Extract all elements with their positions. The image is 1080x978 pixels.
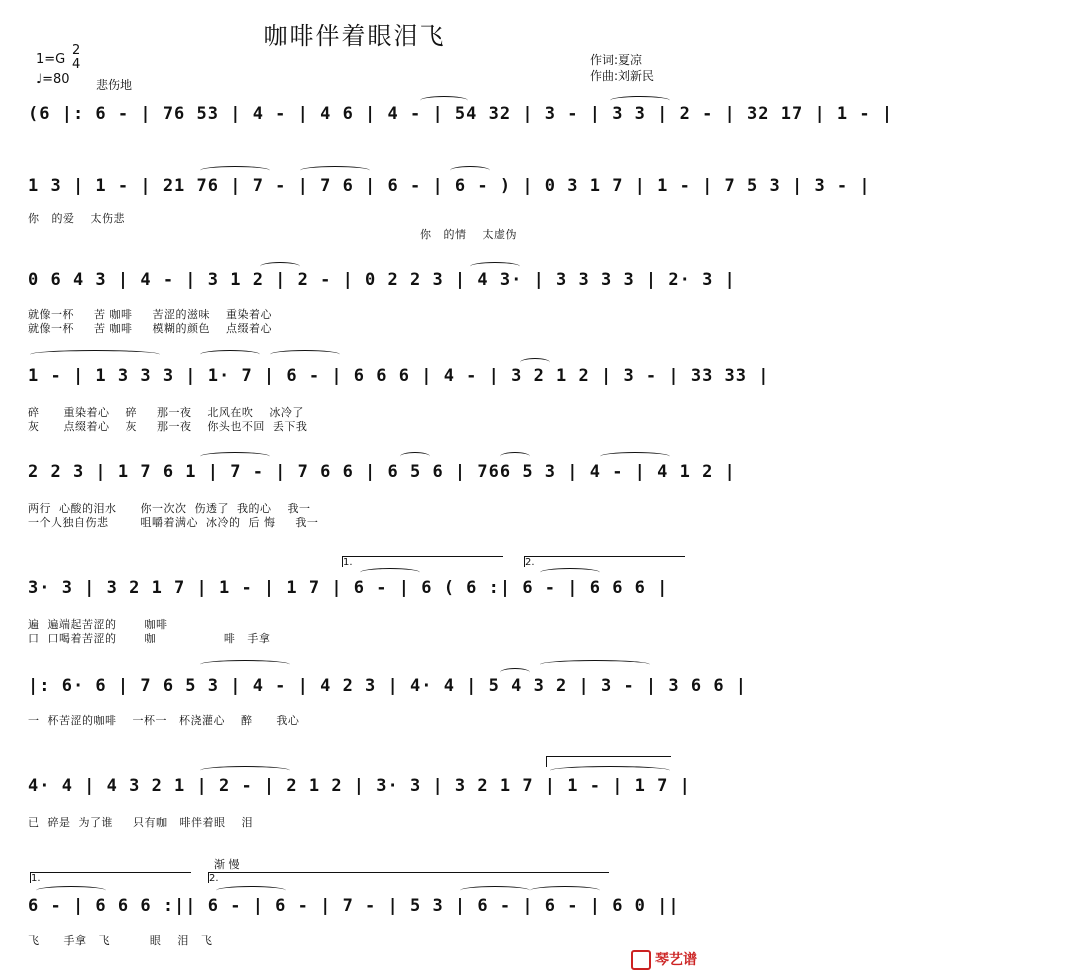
notation-line-2: 1 3 | 1 - | 21 76 | 7 - | 7 6 | 6 - | 6 - ) | 0 3 1 7 | 1 - | 7 5 3 | 3 - | [28, 176, 871, 196]
notation-line-7: |: 6· 6 | 7 6 5 3 | 4 - | 4 2 3 | 4· 4 | 5 4 3 2 | 3 - | 3 6 6 | [28, 676, 748, 696]
time-signature-top: 2 [72, 43, 81, 58]
notation-line-5: 2 2 3 | 1 7 6 1 | 7 - | 7 6 6 | 6 5 6 | 766 5 3 | 4 - | 4 1 2 | [28, 462, 736, 482]
lyrics-line-5a: 两行 心酸的泪水 你一次次 伤透了 我的心 我一 [28, 502, 311, 515]
lyrics-line-3b: 就像一杯 苦 咖啡 模糊的颜色 点缀着心 [28, 322, 272, 335]
volta-first-label-2: 1. [31, 873, 41, 884]
time-signature-bottom: 4 [72, 57, 81, 72]
lyrics-line-9a: 飞 手拿 飞 眼 泪 飞 [28, 934, 213, 947]
composer: 作曲:刘新民 [590, 69, 655, 83]
lyrics-line-3a: 就像一杯 苦 咖啡 苦涩的滋味 重染着心 [28, 308, 272, 321]
mood-marking: 悲伤地 [96, 78, 133, 92]
notation-line-9: 6 - | 6 6 6 :|| 6 - | 6 - | 7 - | 5 3 | 6 - | 6 - | 6 0 || [28, 896, 680, 916]
site-logo [631, 949, 697, 970]
notation-line-8: 4· 4 | 4 3 2 1 | 2 - | 2 1 2 | 3· 3 | 3 2 1 7 | 1 - | 1 7 | [28, 776, 691, 796]
lyrics-line-2b: 你 的情 太虚伪 [420, 228, 517, 241]
tempo-marking: ♩=80 [36, 72, 70, 87]
lyrics-line-8a: 已 碎是 为了谁 只有咖 啡伴着眼 泪 [28, 816, 253, 829]
volta-second-label-2: 2. [209, 873, 219, 884]
logo-icon [631, 950, 651, 970]
time-signature [72, 44, 80, 72]
volta-first-label: 1. [343, 557, 353, 568]
lyrics-line-4b: 灰 点缀着心 灰 那一夜 你头也不回 丢下我 [28, 420, 308, 433]
notation-line-1: (6 |: 6 - | 76 53 | 4 - | 4 6 | 4 - | 54 32 | 3 - | 3 3 | 2 - | 32 17 | 1 - | [28, 104, 894, 124]
lyrics-line-4a: 碎 重染着心 碎 那一夜 北风在吹 冰冷了 [28, 406, 304, 419]
ritardando-marking: 渐 慢 [214, 858, 240, 871]
credits [590, 52, 654, 84]
volta-second-label: 2. [525, 557, 535, 568]
logo-text: 琴艺谱 [655, 952, 697, 968]
lyrics-line-6b: 口 口喝着苦涩的 咖 啡 手拿 [28, 632, 271, 645]
lyricist: 作词:夏凉 [590, 53, 643, 67]
notation-line-6: 3· 3 | 3 2 1 7 | 1 - | 1 7 | 6 - | 6 ( 6 :| 6 - | 6 6 6 | [28, 578, 669, 598]
lyrics-line-6a: 遍 遍端起苦涩的 咖啡 [28, 618, 168, 631]
notation-line-3: 0 6 4 3 | 4 - | 3 1 2 | 2 - | 0 2 2 3 | 4 3· | 3 3 3 3 | 2· 3 | [28, 270, 736, 290]
lyrics-line-5b: 一个人独自伤悲 咀嚼着满心 冰冷的 后 悔 我一 [28, 516, 319, 529]
key-signature: 1=G [36, 52, 66, 67]
notation-line-4: 1 - | 1 3 3 3 | 1· 7 | 6 - | 6 6 6 | 4 - | 3 2 1 2 | 3 - | 33 33 | [28, 366, 770, 386]
lyrics-line-2a: 你 的爱 太伤悲 [28, 212, 125, 225]
page-title: 咖啡伴着眼泪飞 [263, 22, 446, 50]
lyrics-line-7a: 一 杯苦涩的咖啡 一杯一 杯浇灌心 醉 我心 [28, 714, 300, 727]
